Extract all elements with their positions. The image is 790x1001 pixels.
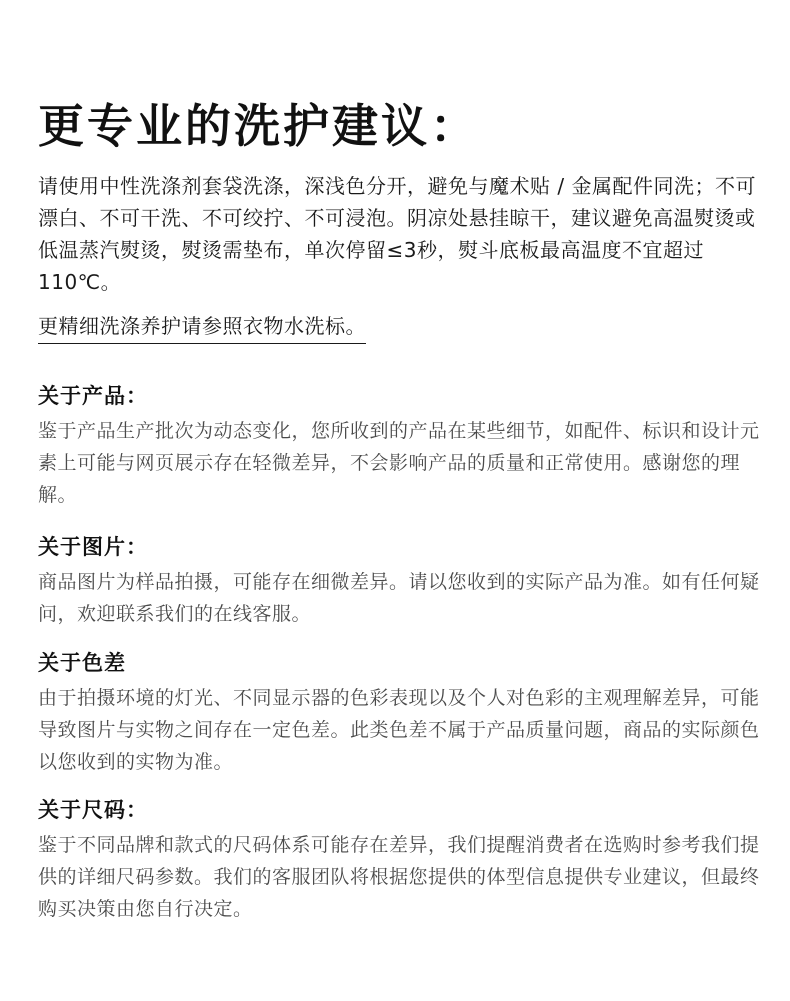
section-body: 鉴于产品生产批次为动态变化，您所收到的产品在某些细节，如配件、标识和设计元素上可能与网页展示存在轻微差异，不会影响产品的质量和正常使用。感谢您的理解。 xyxy=(38,420,760,506)
section-about-product xyxy=(38,381,778,511)
section-about-images xyxy=(38,532,778,630)
section-body: 鉴于不同品牌和款式的尺码体系可能存在差异，我们提醒消费者在选购时参考我们提供的详细尺码参数。我们的客服团队将根据您提供的体型信息提供专业建议，但最终购买决策由您自行决定。 xyxy=(38,834,760,920)
section-about-size xyxy=(38,795,778,925)
section-title: 关于产品： xyxy=(38,384,148,408)
section-title: 关于色差 xyxy=(38,651,126,675)
section-about-color xyxy=(38,648,778,778)
care-instructions: 请使用中性洗涤剂套袋洗涤，深浅色分开，避免与魔术贴 / 金属配件同洗；不可漂白、不可干洗、不可绞拧、不可浸泡。阴凉处悬挂晾干，建议避免高温熨烫或低温蒸汽熨烫，熨烫需垫布，单次停留≤3秒，熨斗底板最高温度不宜超过110℃。 xyxy=(38,174,756,294)
page-title: 更专业的洗护建议： xyxy=(38,99,479,153)
section-body: 商品图片为样品拍摄，可能存在细微差异。请以您收到的实际产品为准。如有任何疑问，欢迎联系我们的在线客服。 xyxy=(38,571,760,625)
section-body: 由于拍摄环境的灯光、不同显示器的色彩表现以及个人对色彩的主观理解差异，可能导致图片与实物之间存在一定色差。此类色差不属于产品质量问题，商品的实际颜色以您收到的实物为准。 xyxy=(38,687,760,773)
wash-label-reference: 更精细洗涤养护请参照衣物水洗标。 xyxy=(38,312,366,344)
section-title: 关于尺码： xyxy=(38,798,148,822)
section-title: 关于图片： xyxy=(38,535,148,559)
